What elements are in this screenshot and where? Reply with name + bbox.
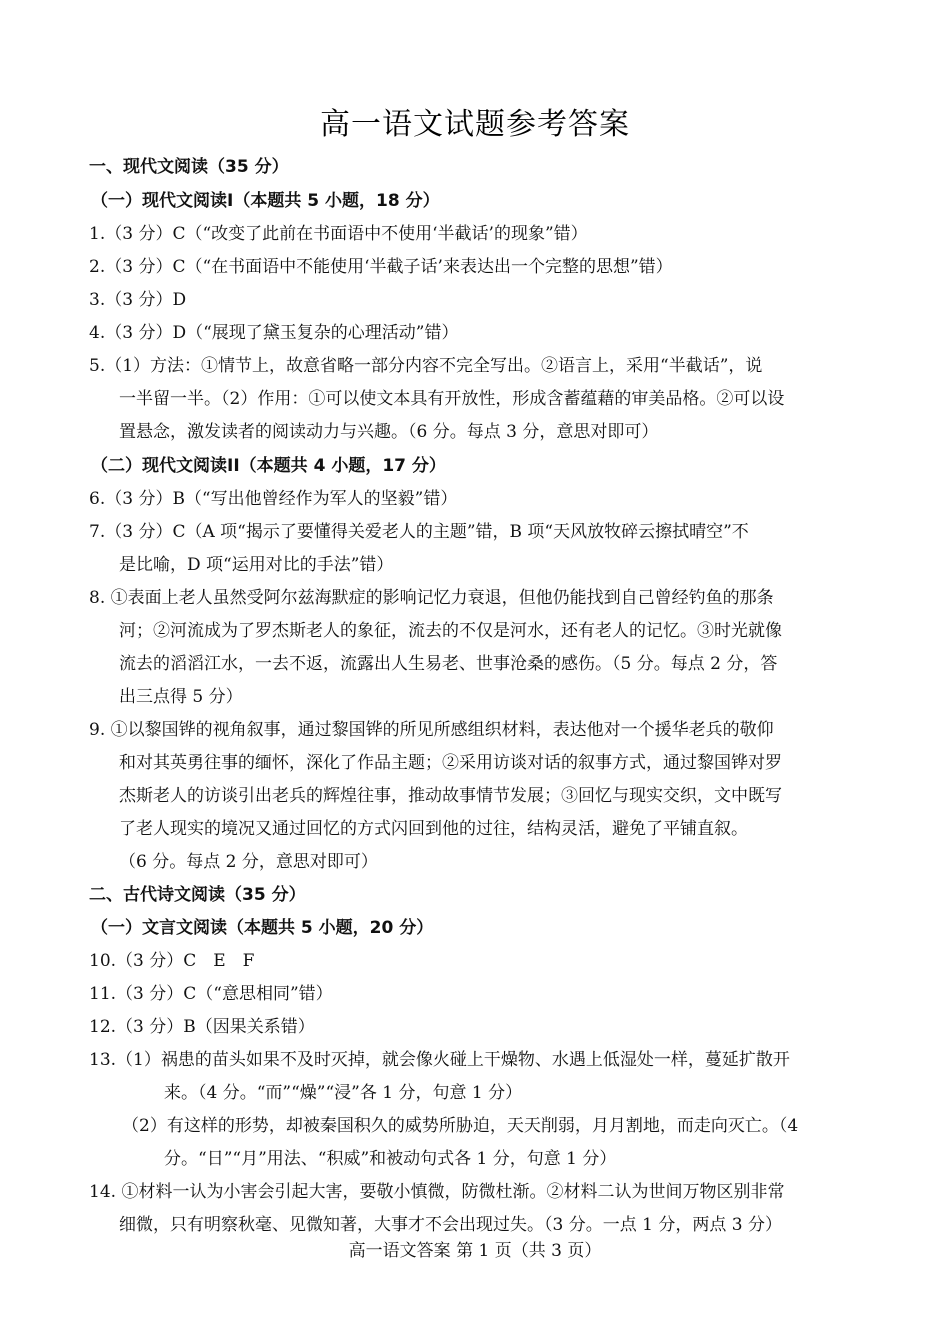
answer-10: 10.（3 分）C E F [89,951,255,971]
answer-7-line-2: 是比喻，D 项“运用对比的手法”错） [119,555,394,575]
answer-14-line-1: 14. ①材料一认为小害会引起大害，要敬小慎微，防微杜渐。②材料二认为世间万物区别非常 [89,1182,785,1202]
answer-13-line-3: （2）有这样的形势，却被秦国积久的威势所胁迫，天天削弱，月月割地，而走向灭亡。（4 [122,1116,799,1136]
page-title: 高一语文试题参考答案 [320,107,630,142]
subsection-heading-classical-prose: （一）文言文阅读（本题共 5 小题，20 分） [91,918,434,938]
answer-5-line-1: 5.（1）方法：①情节上，故意省略一部分内容不完全写出。②语言上，采用“半截话”，说 [89,356,763,376]
answer-9-line-4: 了老人现实的境况又通过回忆的方式闪回到他的过往，结构灵活，避免了平铺直叙。 [119,819,748,839]
answer-13-line-2: 来。（4 分。“而”“燥”“浸”各 1 分，句意 1 分） [164,1083,523,1103]
section-heading-classical-reading: 二、古代诗文阅读（35 分） [89,885,306,905]
answer-8-line-4: 出三点得 5 分） [119,687,243,707]
answer-14-line-2: 细微，只有明察秋毫、见微知著，大事才不会出现过失。（3 分。一点 1 分，两点 3 分） [119,1215,782,1235]
answer-5-line-2: 一半留一半。（2）作用：①可以使文本具有开放性，形成含蓄蕴藉的审美品格。②可以设 [119,389,785,409]
answer-9-line-3: 杰斯老人的访谈引出老兵的辉煌往事，推动故事情节发展；③回忆与现实交织，文中既写 [119,786,782,806]
answer-1: 1.（3 分）C（“改变了此前在书面语中不使用‘半截话’的现象”错） [89,224,588,244]
answer-12: 12.（3 分）B（因果关系错） [89,1017,315,1037]
answer-9-line-1: 9. ①以黎国铧的视角叙事，通过黎国铧的所见所感组织材料，表达他对一个援华老兵的敬仰 [89,720,774,740]
subsection-heading-modern-reading-2: （二）现代文阅读II（本题共 4 小题，17 分） [91,456,446,476]
answer-8-line-3: 流去的滔滔江水，一去不返，流露出人生易老、世事沧桑的感伤。（5 分。每点 2 分，答 [119,654,778,674]
answer-8-line-2: 河；②河流成为了罗杰斯老人的象征，流去的不仅是河水，还有老人的记忆。③时光就像 [119,621,782,641]
answer-8-line-1: 8. ①表面上老人虽然受阿尔兹海默症的影响记忆力衰退，但他仍能找到自己曾经钓鱼的那条 [89,588,774,608]
answer-13-line-1: 13.（1）祸患的苗头如果不及时灭掉，就会像火碰上干燥物、水遇上低湿处一样，蔓延扩散开 [89,1050,790,1070]
answer-5-line-3: 置悬念，激发读者的阅读动力与兴趣。（6 分。每点 3 分，意思对即可） [119,422,659,442]
answer-9-line-5: （6 分。每点 2 分，意思对即可） [119,852,378,872]
answer-11: 11.（3 分）C（“意思相同”错） [89,984,333,1004]
answer-6: 6.（3 分）B（“写出他曾经作为军人的坚毅”错） [89,489,458,509]
page-footer: 高一语文答案 第 1 页（共 3 页） [348,1241,602,1261]
answer-13-line-4: 分。“日”“月”用法、“积威”和被动句式各 1 分，句意 1 分） [164,1149,617,1169]
answer-9-line-2: 和对其英勇往事的缅怀，深化了作品主题；②采用访谈对话的叙事方式，通过黎国铧对罗 [119,753,782,773]
answer-7-line-1: 7.（3 分）C（A 项“揭示了要懂得关爱老人的主题”错，B 项“天风放牧碎云擦拭晴空”不 [89,522,749,542]
answer-2: 2.（3 分）C（“在书面语中不能使用‘半截子话’来表达出一个完整的思想”错） [89,257,673,277]
answer-4: 4.（3 分）D（“展现了黛玉复杂的心理活动”错） [89,323,459,343]
subsection-heading-modern-reading-1: （一）现代文阅读I（本题共 5 小题，18 分） [91,191,440,211]
answer-3: 3.（3 分）D [89,290,187,310]
section-heading-modern-reading: 一、现代文阅读（35 分） [89,157,289,177]
